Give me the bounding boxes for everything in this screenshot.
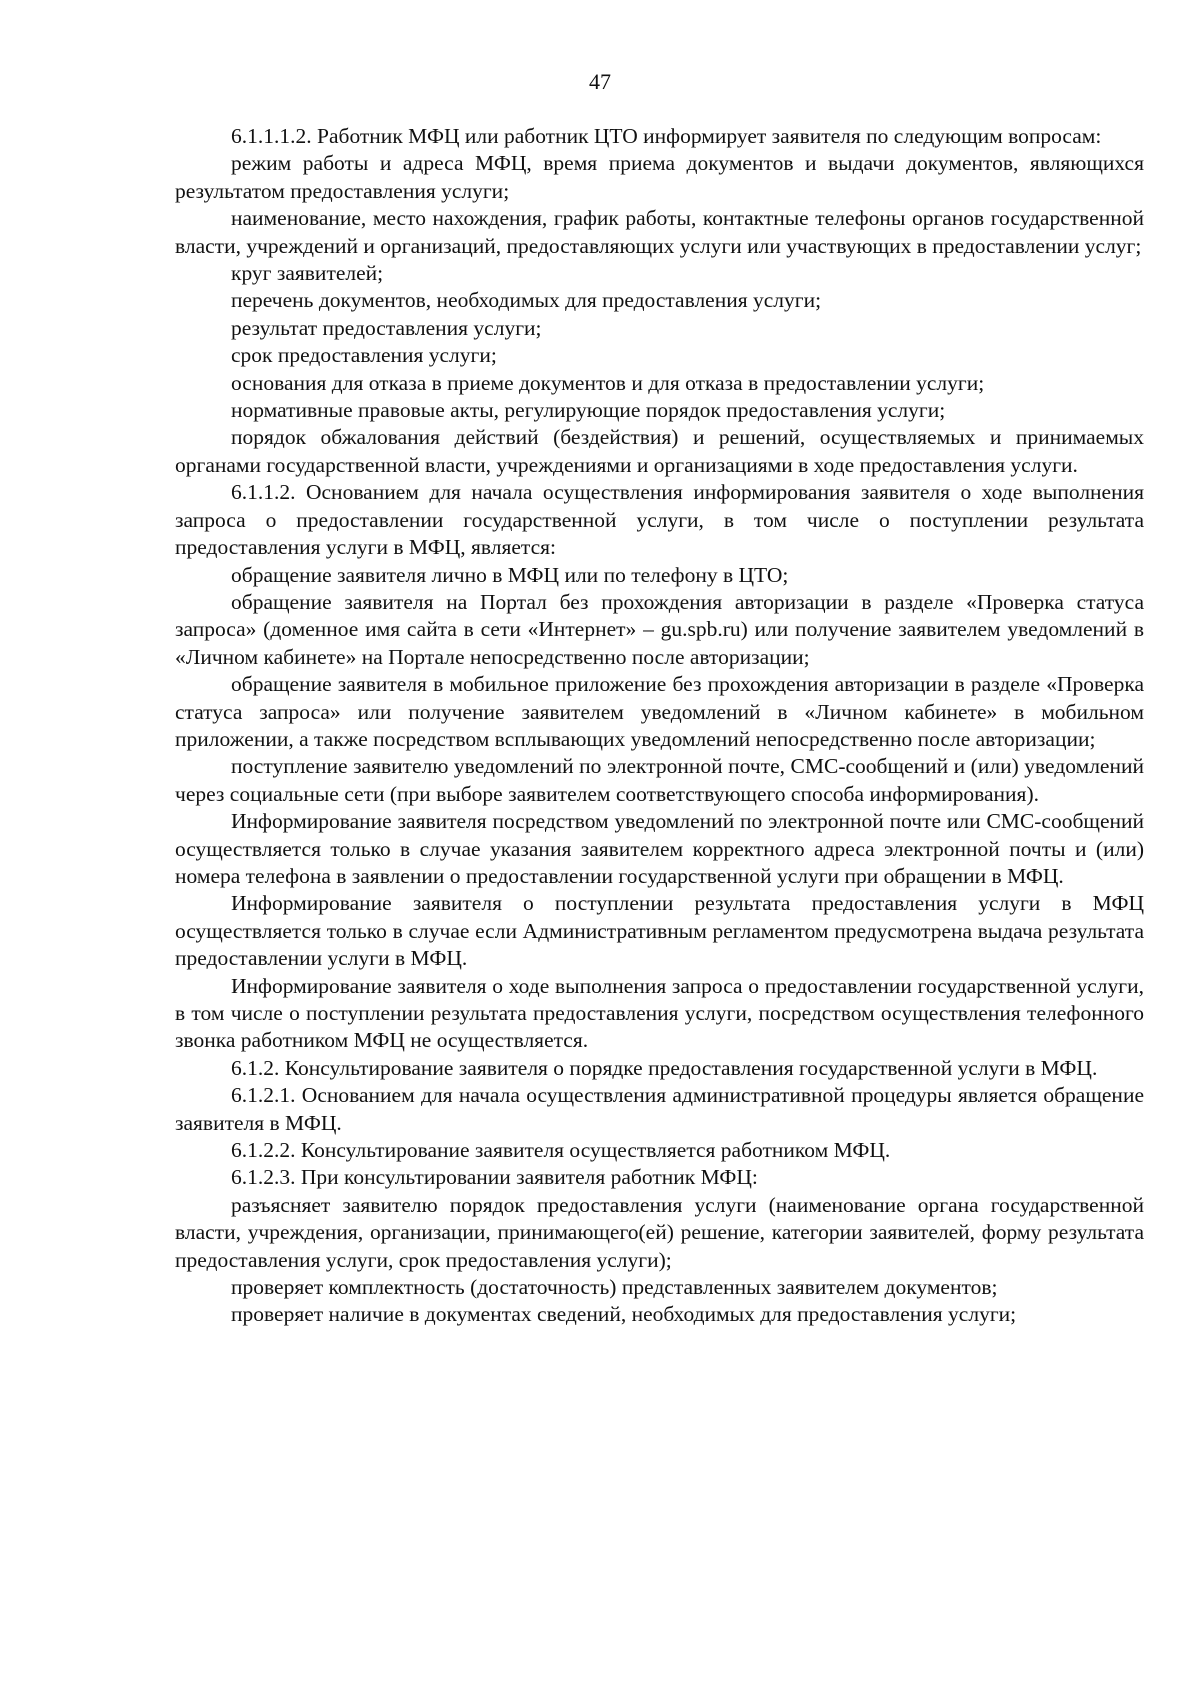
paragraph: проверяет наличие в документах сведений, необходимых для предоставления услуги; xyxy=(231,1302,1017,1327)
paragraph: нормативные правовые акты, регулирующие порядок предоставления услуги; xyxy=(231,398,946,423)
paragraph: круг заявителей; xyxy=(231,261,384,286)
paragraph: 6.1.2.3. При консультировании заявителя работник МФЦ: xyxy=(231,1165,758,1190)
paragraph: основания для отказа в приеме документов и для отказа в предоставлении услуги; xyxy=(231,370,985,395)
page-number: 47 xyxy=(589,69,611,94)
document-body xyxy=(175,123,1144,1329)
paragraph: проверяет комплектность (достаточность) представленных заявителем документов; xyxy=(231,1275,998,1300)
paragraph: срок предоставления услуги; xyxy=(231,343,497,368)
paragraph: перечень документов, необходимых для предоставления услуги; xyxy=(231,288,822,313)
paragraph: разъясняет заявителю порядок предоставления услуги (наименование органа государственной власти, учреждения, организации, принимающего(ей) решение, категории заявителей, форму результата предоставления услуги, срок предоставления услуги); xyxy=(175,1192,1144,1272)
paragraph: Информирование заявителя посредством уведомлений по электронной почте или СМС-сообщений осуществляется только в случае указания заявителем корректного адреса электронной почты и (или) номера телефона в заявлении о предоставлении государственной услуги при обращении в МФЦ. xyxy=(175,809,1144,888)
paragraph: режим работы и адреса МФЦ, время приема документов и выдачи документов, являющихся результатом предоставления услуги; xyxy=(175,151,1144,203)
paragraph: 6.1.2. Консультирование заявителя о порядке предоставления государственной услуги в МФЦ. xyxy=(231,1055,1098,1080)
paragraph: Информирование заявителя о поступлении результата предоставления услуги в МФЦ осуществляется только в случае если Административным регламентом предусмотрена выдача результата предоставлении услуги в МФЦ. xyxy=(175,891,1144,971)
paragraph: результат предоставления услуги; xyxy=(231,315,542,340)
paragraph: поступление заявителю уведомлений по электронной почте, СМС-сообщений и (или) уведомлений через социальные сети (при выборе заявителем соответствующего способа информирования). xyxy=(175,754,1144,806)
paragraph: обращение заявителя на Портал без прохождения авторизации в разделе «Проверка статуса запроса» (доменное имя сайта в сети «Интернет» – gu.spb.ru) или получение заявителем уведомлений в «Личном кабинете» на Портале непосредственно после авторизации; xyxy=(175,589,1144,669)
paragraph: 6.1.1.1.2. Работник МФЦ или работник ЦТО информирует заявителя по следующим вопросам: xyxy=(231,124,1102,148)
paragraph: порядок обжалования действий (бездействия) и решений, осуществляемых и принимаемых органами государственной власти, учреждениями и организациями в ходе предоставления услуги. xyxy=(175,425,1144,477)
paragraph: 6.1.2.2. Консультирование заявителя осуществляется работником МФЦ. xyxy=(231,1138,891,1163)
paragraph: обращение заявителя в мобильное приложение без прохождения авторизации в разделе «Проверка статуса запроса» или получение заявителем уведомлений в «Личном кабинете» в мобильном приложении, а также посредством всплывающих уведомлений непосредственно после авторизации; xyxy=(175,672,1144,751)
paragraph: 6.1.2.1. Основанием для начала осуществления административной процедуры является обращение заявителя в МФЦ. xyxy=(175,1083,1144,1135)
paragraph: обращение заявителя лично в МФЦ или по телефону в ЦТО; xyxy=(231,562,789,587)
paragraph: Информирование заявителя о ходе выполнения запроса о предоставлении государственной услуги, в том числе о поступлении результата предоставления услуги, посредством осуществления телефонного звонка работником МФЦ не осуществляется. xyxy=(175,973,1144,1053)
paragraph: наименование, место нахождения, график работы, контактные телефоны органов государственной власти, учреждений и организаций, предоставляющих услуги или участвующих в предоставлении услуг; xyxy=(175,206,1144,258)
paragraph: 6.1.1.2. Основанием для начала осуществления информирования заявителя о ходе выполнения запроса о предоставлении государственной услуги, в том числе о поступлении результата предоставления услуги в МФЦ, является: xyxy=(175,480,1144,560)
